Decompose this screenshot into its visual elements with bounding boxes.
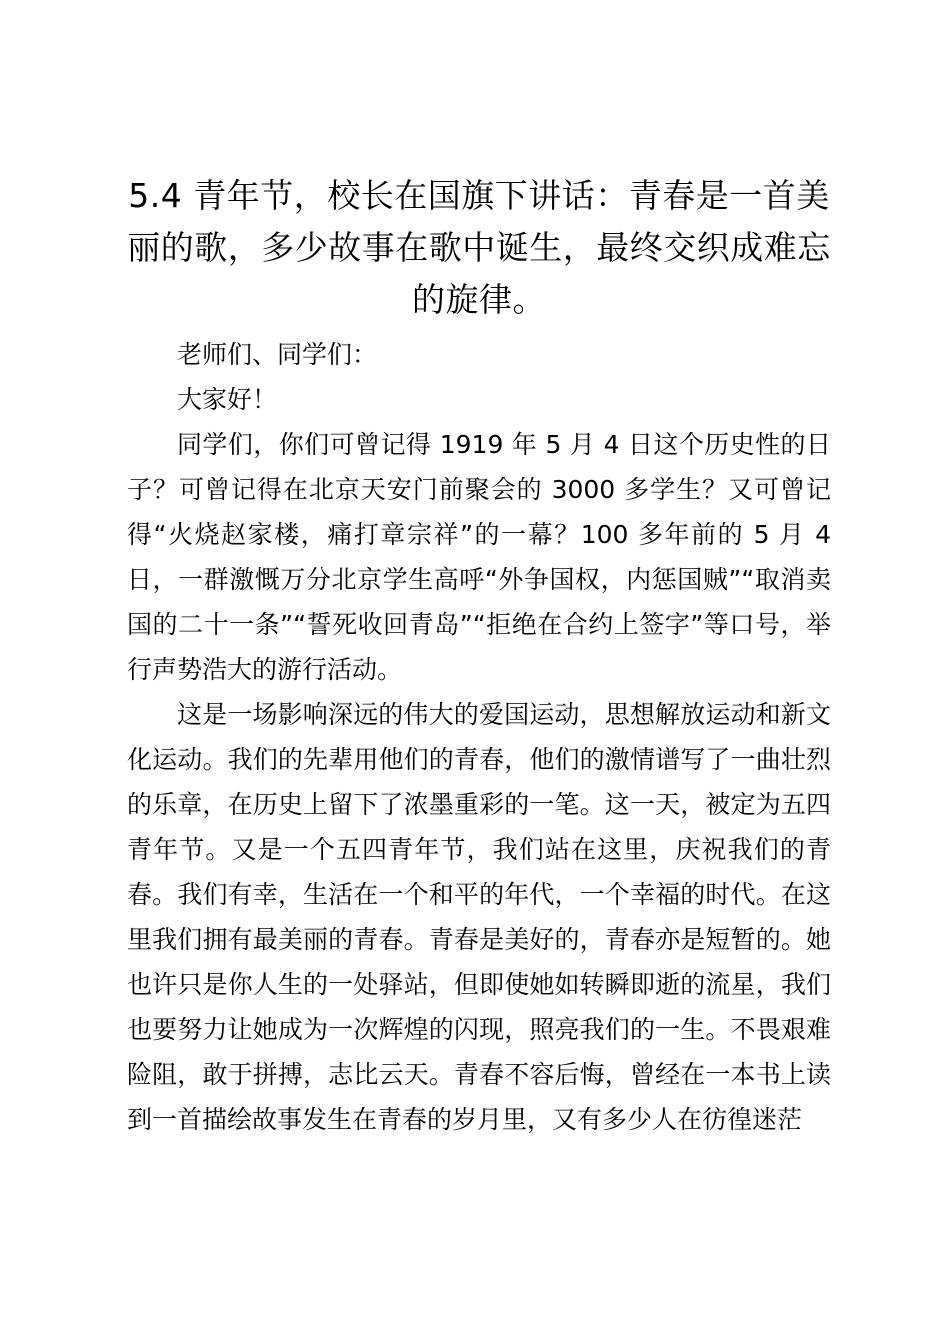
paragraph-greeting-audience: 老师们、同学们： bbox=[177, 340, 378, 369]
document-page bbox=[127, 170, 831, 1142]
paragraph-history: 同学们，你们可曾记得 1919 年 5 月 4 日这个历史性的日子？可曾记得在北京天安门前聚会的 3000 多学生？又可曾记得“火烧赵家楼，痛打章宗祥”的一幕？100 多年前的 5 月 4 日，一群激慨万分北京学生高呼“外争国权，内惩国贼”“取消卖国的二十一条”“誓死收回青岛”“拒绝在合约上签字”等口号，举行声势浩大的游行活动。 bbox=[127, 430, 831, 684]
document-title: 5.4 青年节，校长在国旗下讲话：青春是一首美丽的歌，多少故事在歌中诞生，最终交织成难忘的旋律。 bbox=[127, 176, 831, 319]
paragraph-youth: 这是一场影响深远的伟大的爱国运动，思想解放运动和新文化运动。我们的先辈用他们的青春，他们的激情谱写了一曲壮烈的乐章，在历史上留下了浓墨重彩的一笔。这一天，被定为五四青年节。又是一个五四青年节，我们站在这里，庆祝我们的青春。我们有幸，生活在一个和平的年代，一个幸福的时代。在这里我们拥有最美丽的青春。青春是美好的，青春亦是短暂的。她也许只是你人生的一处驿站，但即使她如转瞬即逝的流星，我们也要努力让她成为一次辉煌的闪现，照亮我们的一生。不畏艰难险阻，敢于拼搏，志比云天。青春不容后悔，曾经在一本书上读到一首描绘故事发生在青春的岁月里，又有多少人在彷徨迷茫 bbox=[127, 700, 831, 1134]
paragraph-greeting-hello: 大家好！ bbox=[177, 385, 278, 414]
